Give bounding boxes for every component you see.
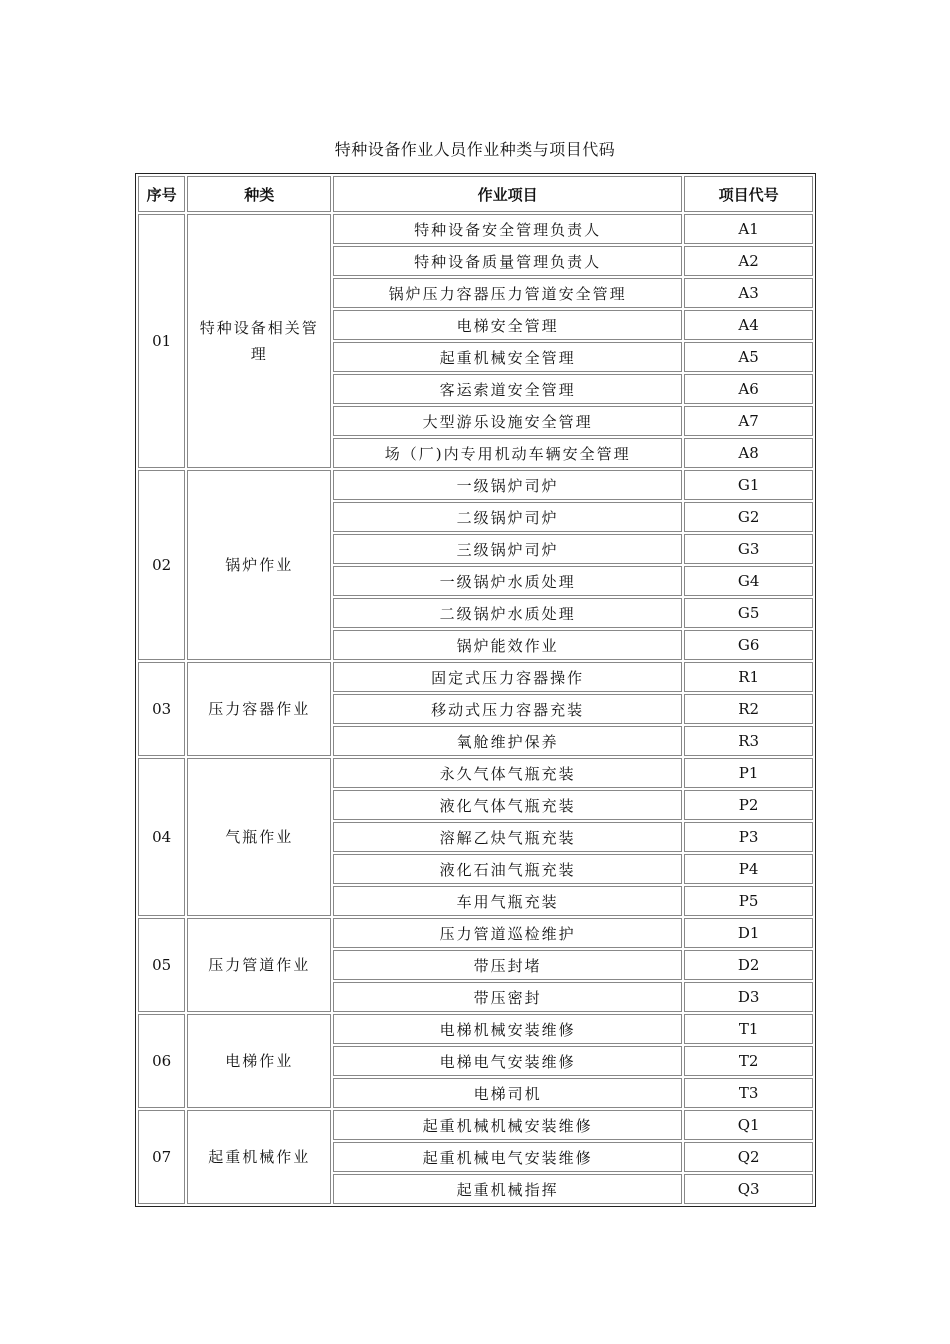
group-seq: 04 xyxy=(138,758,185,916)
group-seq: 02 xyxy=(138,470,185,660)
group-category: 压力容器作业 xyxy=(187,662,331,756)
item-name: 电梯机械安装维修 xyxy=(333,1014,682,1044)
table-body xyxy=(138,214,813,1204)
item-code: G2 xyxy=(684,502,813,532)
item-name: 带压封堵 xyxy=(333,950,682,980)
item-code: D1 xyxy=(684,918,813,948)
table-row xyxy=(138,662,813,692)
item-code: T1 xyxy=(684,1014,813,1044)
header-category: 种类 xyxy=(187,176,331,212)
item-name: 液化气体气瓶充装 xyxy=(333,790,682,820)
item-name: 溶解乙炔气瓶充装 xyxy=(333,822,682,852)
item-name: 锅炉压力容器压力管道安全管理 xyxy=(333,278,682,308)
header-row xyxy=(138,176,813,212)
item-code: A4 xyxy=(684,310,813,340)
page-title: 特种设备作业人员作业种类与项目代码 xyxy=(334,140,616,159)
item-name: 氧舱维护保养 xyxy=(333,726,682,756)
item-name: 电梯电气安装维修 xyxy=(333,1046,682,1076)
item-name: 压力管道巡检维护 xyxy=(333,918,682,948)
item-code: P5 xyxy=(684,886,813,916)
table-row xyxy=(138,758,813,788)
item-name: 起重机械电气安装维修 xyxy=(333,1142,682,1172)
item-name: 电梯安全管理 xyxy=(333,310,682,340)
item-name: 特种设备质量管理负责人 xyxy=(333,246,682,276)
item-code: G6 xyxy=(684,630,813,660)
item-code: P4 xyxy=(684,854,813,884)
code-table-container xyxy=(135,173,816,1207)
header-item: 作业项目 xyxy=(333,176,682,212)
item-code: A1 xyxy=(684,214,813,244)
table-row xyxy=(138,1014,813,1044)
item-name: 一级锅炉司炉 xyxy=(333,470,682,500)
item-code: A6 xyxy=(684,374,813,404)
item-name: 客运索道安全管理 xyxy=(333,374,682,404)
item-code: R2 xyxy=(684,694,813,724)
item-code: G1 xyxy=(684,470,813,500)
item-code: P2 xyxy=(684,790,813,820)
item-name: 一级锅炉水质处理 xyxy=(333,566,682,596)
item-name: 电梯司机 xyxy=(333,1078,682,1108)
group-seq: 03 xyxy=(138,662,185,756)
item-code: G3 xyxy=(684,534,813,564)
table-row xyxy=(138,918,813,948)
item-code: P3 xyxy=(684,822,813,852)
item-name: 大型游乐设施安全管理 xyxy=(333,406,682,436)
code-table xyxy=(135,173,816,1207)
item-code: A8 xyxy=(684,438,813,468)
group-seq: 07 xyxy=(138,1110,185,1204)
item-name: 锅炉能效作业 xyxy=(333,630,682,660)
item-code: G5 xyxy=(684,598,813,628)
item-name: 起重机械机械安装维修 xyxy=(333,1110,682,1140)
item-code: Q2 xyxy=(684,1142,813,1172)
item-code: Q1 xyxy=(684,1110,813,1140)
table-row xyxy=(138,214,813,244)
item-code: T3 xyxy=(684,1078,813,1108)
item-code: R3 xyxy=(684,726,813,756)
header-seq: 序号 xyxy=(138,176,185,212)
item-code: D2 xyxy=(684,950,813,980)
item-name: 液化石油气瓶充装 xyxy=(333,854,682,884)
table-row xyxy=(138,1110,813,1140)
item-name: 车用气瓶充装 xyxy=(333,886,682,916)
item-name: 移动式压力容器充装 xyxy=(333,694,682,724)
header-code: 项目代号 xyxy=(684,176,813,212)
group-category: 气瓶作业 xyxy=(187,758,331,916)
group-category: 锅炉作业 xyxy=(187,470,331,660)
group-seq: 01 xyxy=(138,214,185,468)
group-category: 起重机械作业 xyxy=(187,1110,331,1204)
item-code: T2 xyxy=(684,1046,813,1076)
item-code: D3 xyxy=(684,982,813,1012)
table-header xyxy=(138,176,813,212)
item-name: 永久气体气瓶充装 xyxy=(333,758,682,788)
group-category: 电梯作业 xyxy=(187,1014,331,1108)
item-name: 固定式压力容器操作 xyxy=(333,662,682,692)
item-name: 二级锅炉司炉 xyxy=(333,502,682,532)
item-code: A7 xyxy=(684,406,813,436)
item-code: P1 xyxy=(684,758,813,788)
group-seq: 06 xyxy=(138,1014,185,1108)
group-seq: 05 xyxy=(138,918,185,1012)
group-category: 特种设备相关管理 xyxy=(187,214,331,468)
item-code: G4 xyxy=(684,566,813,596)
group-category: 压力管道作业 xyxy=(187,918,331,1012)
item-code: A3 xyxy=(684,278,813,308)
item-name: 二级锅炉水质处理 xyxy=(333,598,682,628)
item-code: A2 xyxy=(684,246,813,276)
item-name: 起重机械安全管理 xyxy=(333,342,682,372)
table-row xyxy=(138,470,813,500)
item-code: R1 xyxy=(684,662,813,692)
item-name: 带压密封 xyxy=(333,982,682,1012)
item-name: 特种设备安全管理负责人 xyxy=(333,214,682,244)
item-name: 起重机械指挥 xyxy=(333,1174,682,1204)
item-code: Q3 xyxy=(684,1174,813,1204)
item-code: A5 xyxy=(684,342,813,372)
item-name: 场（厂)内专用机动车辆安全管理 xyxy=(333,438,682,468)
item-name: 三级锅炉司炉 xyxy=(333,534,682,564)
